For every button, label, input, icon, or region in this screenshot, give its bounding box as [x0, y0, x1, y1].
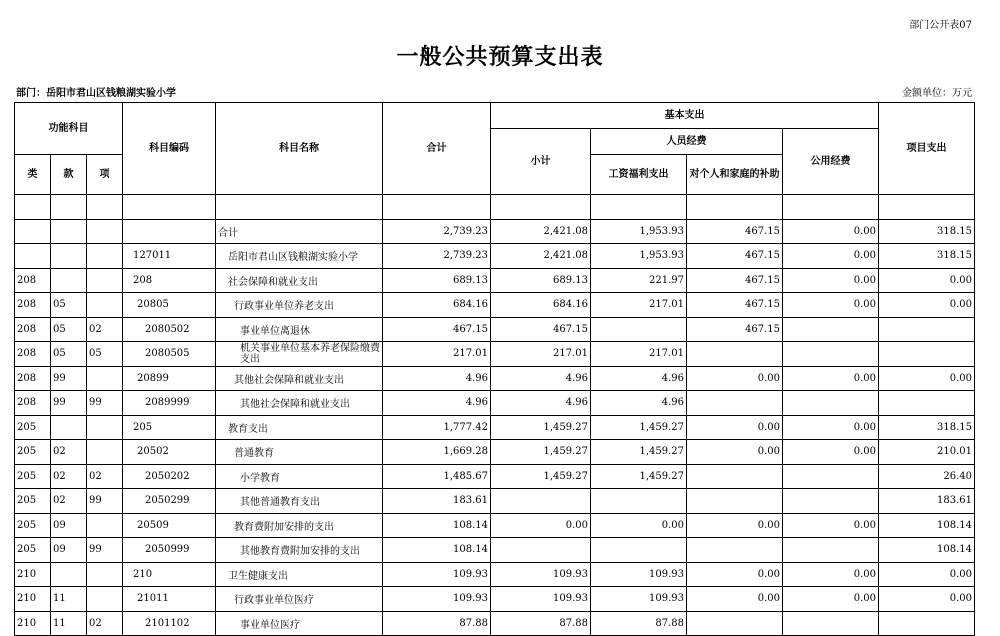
- cell-lei: 205: [15, 489, 51, 514]
- cell-name: 合计: [216, 219, 383, 244]
- cell-lei: 210: [15, 587, 51, 612]
- cell-public: [783, 464, 879, 489]
- form-id: 部门公开表07: [909, 20, 972, 31]
- cell-kuan: 09: [51, 538, 87, 563]
- cell-code: 20502: [123, 440, 216, 465]
- cell-xiang: [87, 513, 123, 538]
- cell-wage: 1,953.93: [591, 244, 687, 269]
- table-row: [15, 317, 975, 342]
- header-code: 科目编码: [123, 103, 216, 195]
- cell-total: 2,739.23: [383, 244, 491, 269]
- cell-public: [783, 538, 879, 563]
- cell-wage: 4.96: [591, 366, 687, 391]
- cell-subsidy: [687, 342, 783, 367]
- cell-total: 1,669.28: [383, 440, 491, 465]
- cell-wage: 87.88: [591, 611, 687, 636]
- cell-lei: 210: [15, 562, 51, 587]
- cell-subsidy: 467.15: [687, 219, 783, 244]
- cell-name: 普通教育: [216, 440, 383, 465]
- cell-public: 0.00: [783, 440, 879, 465]
- cell-project: [879, 317, 975, 342]
- cell-code: 21011: [123, 587, 216, 612]
- cell-kuan: 02: [51, 489, 87, 514]
- cell-total: 1,485.67: [383, 464, 491, 489]
- header-public-expenses: 公用经费: [783, 129, 879, 195]
- cell-xiang: 02: [87, 464, 123, 489]
- cell-xiang: [87, 244, 123, 269]
- cell-total: 2,739.23: [383, 219, 491, 244]
- cell-wage: 4.96: [591, 391, 687, 416]
- cell-wage: 1,459.27: [591, 464, 687, 489]
- cell-total: 4.96: [383, 366, 491, 391]
- header-individual-subsidy: 对个人和家庭的补助: [687, 155, 783, 195]
- table-row: [15, 562, 975, 587]
- header-project-expenditure: 项目支出: [879, 103, 975, 195]
- department-label: 部门：岳阳市君山区钱粮湖实验小学: [16, 88, 176, 99]
- cell-subtotal: 1,459.27: [491, 415, 591, 440]
- cell-project: 0.00: [879, 293, 975, 318]
- cell-project: 26.40: [879, 464, 975, 489]
- cell-xiang: 02: [87, 611, 123, 636]
- table-row: [15, 342, 975, 367]
- cell-public: 0.00: [783, 587, 879, 612]
- cell-xiang: 05: [87, 342, 123, 367]
- cell-wage: 109.93: [591, 587, 687, 612]
- cell-project: 0.00: [879, 366, 975, 391]
- cell-public: 0.00: [783, 268, 879, 293]
- cell-lei: 205: [15, 464, 51, 489]
- cell-total: 108.14: [383, 513, 491, 538]
- cell-subsidy: 467.15: [687, 293, 783, 318]
- cell-name: 机关事业单位基本养老保险缴费支出: [216, 342, 383, 367]
- cell-wage: 109.93: [591, 562, 687, 587]
- cell-total: 108.14: [383, 538, 491, 563]
- cell-xiang: [87, 415, 123, 440]
- header-kuan: 款: [51, 155, 87, 195]
- cell-lei: 205: [15, 415, 51, 440]
- header-name: 科目名称: [216, 103, 383, 195]
- cell-project: 0.00: [879, 562, 975, 587]
- table-row: [15, 219, 975, 244]
- cell-name: 行政事业单位养老支出: [216, 293, 383, 318]
- cell-subsidy: [687, 611, 783, 636]
- cell-project: 183.61: [879, 489, 975, 514]
- cell-name: 其他社会保障和就业支出: [216, 366, 383, 391]
- cell-lei: 205: [15, 538, 51, 563]
- table-body: [15, 219, 975, 636]
- cell-subsidy: 0.00: [687, 513, 783, 538]
- cell-total: 87.88: [383, 611, 491, 636]
- cell-code: 2050999: [123, 538, 216, 563]
- cell-public: [783, 489, 879, 514]
- table-row: [15, 366, 975, 391]
- header-subtotal: 小计: [491, 129, 591, 195]
- cell-subtotal: 467.15: [491, 317, 591, 342]
- cell-lei: 210: [15, 611, 51, 636]
- cell-subtotal: 0.00: [491, 513, 591, 538]
- cell-kuan: 09: [51, 513, 87, 538]
- cell-xiang: [87, 268, 123, 293]
- cell-kuan: 05: [51, 317, 87, 342]
- cell-project: 108.14: [879, 538, 975, 563]
- table-row: [15, 489, 975, 514]
- cell-total: 1,777.42: [383, 415, 491, 440]
- page-title: 一般公共预算支出表: [396, 44, 604, 70]
- cell-total: 109.93: [383, 587, 491, 612]
- cell-subtotal: 4.96: [491, 366, 591, 391]
- cell-code: 2050202: [123, 464, 216, 489]
- cell-subtotal: 2,421.08: [491, 244, 591, 269]
- cell-lei: 208: [15, 391, 51, 416]
- cell-wage: 1,459.27: [591, 415, 687, 440]
- cell-subsidy: [687, 464, 783, 489]
- cell-kuan: 05: [51, 293, 87, 318]
- cell-kuan: 11: [51, 611, 87, 636]
- cell-code: 2080502: [123, 317, 216, 342]
- cell-kuan: [51, 415, 87, 440]
- cell-public: 0.00: [783, 562, 879, 587]
- cell-xiang: 02: [87, 317, 123, 342]
- cell-project: [879, 342, 975, 367]
- cell-xiang: [87, 293, 123, 318]
- table-row: [15, 538, 975, 563]
- cell-subtotal: 689.13: [491, 268, 591, 293]
- cell-public: [783, 317, 879, 342]
- table-row: [15, 464, 975, 489]
- cell-subtotal: 2,421.08: [491, 219, 591, 244]
- header-personnel-expenses: 人员经费: [591, 129, 783, 155]
- cell-subsidy: 467.15: [687, 317, 783, 342]
- cell-subtotal: 684.16: [491, 293, 591, 318]
- cell-public: [783, 391, 879, 416]
- cell-kuan: 11: [51, 587, 87, 612]
- cell-lei: 205: [15, 513, 51, 538]
- cell-public: 0.00: [783, 366, 879, 391]
- cell-subtotal: [491, 489, 591, 514]
- cell-project: 0.00: [879, 587, 975, 612]
- table-row: [15, 611, 975, 636]
- table-row: [15, 268, 975, 293]
- cell-code: 2080505: [123, 342, 216, 367]
- cell-project: [879, 391, 975, 416]
- table-row: [15, 440, 975, 465]
- cell-kuan: [51, 562, 87, 587]
- cell-xiang: 99: [87, 489, 123, 514]
- table-row: [15, 293, 975, 318]
- cell-subsidy: 0.00: [687, 366, 783, 391]
- cell-public: 0.00: [783, 293, 879, 318]
- cell-name: 行政事业单位医疗: [216, 587, 383, 612]
- cell-name: 卫生健康支出: [216, 562, 383, 587]
- cell-subsidy: 0.00: [687, 440, 783, 465]
- cell-subtotal: 217.01: [491, 342, 591, 367]
- cell-xiang: [87, 587, 123, 612]
- cell-total: 109.93: [383, 562, 491, 587]
- cell-kuan: [51, 219, 87, 244]
- cell-code: [123, 219, 216, 244]
- cell-code: 210: [123, 562, 216, 587]
- cell-public: [783, 611, 879, 636]
- cell-wage: 1,459.27: [591, 440, 687, 465]
- cell-name: 其他普通教育支出: [216, 489, 383, 514]
- table-row: [15, 244, 975, 269]
- cell-code: 205: [123, 415, 216, 440]
- cell-xiang: 99: [87, 538, 123, 563]
- table-row: [15, 587, 975, 612]
- cell-project: 0.00: [879, 268, 975, 293]
- cell-lei: 205: [15, 440, 51, 465]
- cell-lei: 208: [15, 317, 51, 342]
- cell-xiang: [87, 562, 123, 587]
- cell-project: 318.15: [879, 244, 975, 269]
- header-functional-subject: 功能科目: [15, 103, 123, 155]
- cell-total: 689.13: [383, 268, 491, 293]
- header-xiang: 项: [87, 155, 123, 195]
- header-total: 合计: [383, 103, 491, 195]
- cell-name: 小学教育: [216, 464, 383, 489]
- cell-total: 4.96: [383, 391, 491, 416]
- cell-project: 318.15: [879, 219, 975, 244]
- cell-lei: 208: [15, 268, 51, 293]
- cell-wage: 221.97: [591, 268, 687, 293]
- cell-lei: 208: [15, 366, 51, 391]
- cell-kuan: 02: [51, 440, 87, 465]
- cell-code: 208: [123, 268, 216, 293]
- cell-subtotal: [491, 538, 591, 563]
- cell-subsidy: 467.15: [687, 268, 783, 293]
- cell-public: 0.00: [783, 219, 879, 244]
- cell-project: [879, 611, 975, 636]
- table-row: [15, 513, 975, 538]
- cell-subsidy: [687, 489, 783, 514]
- cell-kuan: 99: [51, 391, 87, 416]
- cell-xiang: 99: [87, 391, 123, 416]
- cell-subsidy: 467.15: [687, 244, 783, 269]
- cell-lei: [15, 244, 51, 269]
- cell-subsidy: 0.00: [687, 415, 783, 440]
- cell-subsidy: [687, 538, 783, 563]
- cell-subtotal: 1,459.27: [491, 440, 591, 465]
- table-row: [15, 391, 975, 416]
- cell-name: 其他教育费附加安排的支出: [216, 538, 383, 563]
- cell-kuan: [51, 268, 87, 293]
- cell-lei: 208: [15, 342, 51, 367]
- cell-public: 0.00: [783, 244, 879, 269]
- cell-xiang: [87, 219, 123, 244]
- amount-unit-label: 金额单位：万元: [902, 88, 972, 99]
- cell-public: 0.00: [783, 415, 879, 440]
- cell-code: 2050299: [123, 489, 216, 514]
- cell-name: 事业单位医疗: [216, 611, 383, 636]
- table-row: [15, 415, 975, 440]
- cell-total: 467.15: [383, 317, 491, 342]
- cell-project: 318.15: [879, 415, 975, 440]
- cell-subsidy: 0.00: [687, 562, 783, 587]
- cell-name: 岳阳市君山区钱粮湖实验小学: [216, 244, 383, 269]
- cell-kuan: 02: [51, 464, 87, 489]
- cell-public: 0.00: [783, 513, 879, 538]
- cell-wage: [591, 489, 687, 514]
- cell-name: 社会保障和就业支出: [216, 268, 383, 293]
- cell-lei: [15, 219, 51, 244]
- cell-name: 教育支出: [216, 415, 383, 440]
- cell-subtotal: 4.96: [491, 391, 591, 416]
- cell-subtotal: 109.93: [491, 562, 591, 587]
- cell-lei: 208: [15, 293, 51, 318]
- cell-total: 183.61: [383, 489, 491, 514]
- cell-name: 事业单位离退休: [216, 317, 383, 342]
- cell-code: 20509: [123, 513, 216, 538]
- cell-project: 210.01: [879, 440, 975, 465]
- cell-kuan: 99: [51, 366, 87, 391]
- header-basic-expenditure: 基本支出: [491, 103, 879, 129]
- cell-name: 其他社会保障和就业支出: [216, 391, 383, 416]
- cell-subsidy: 0.00: [687, 587, 783, 612]
- cell-kuan: 05: [51, 342, 87, 367]
- cell-wage: 217.01: [591, 293, 687, 318]
- cell-subtotal: 109.93: [491, 587, 591, 612]
- cell-wage: 0.00: [591, 513, 687, 538]
- cell-total: 684.16: [383, 293, 491, 318]
- cell-wage: 217.01: [591, 342, 687, 367]
- cell-subsidy: [687, 391, 783, 416]
- cell-xiang: [87, 366, 123, 391]
- cell-project: 108.14: [879, 513, 975, 538]
- cell-wage: 1,953.93: [591, 219, 687, 244]
- cell-code: 20805: [123, 293, 216, 318]
- cell-code: 2101102: [123, 611, 216, 636]
- cell-wage: [591, 538, 687, 563]
- cell-code: 127011: [123, 244, 216, 269]
- cell-xiang: [87, 440, 123, 465]
- cell-subtotal: 1,459.27: [491, 464, 591, 489]
- header-lei: 类: [15, 155, 51, 195]
- header-wage-welfare: 工资福利支出: [591, 155, 687, 195]
- cell-code: 2089999: [123, 391, 216, 416]
- budget-expenditure-table: [14, 102, 975, 636]
- cell-code: 20899: [123, 366, 216, 391]
- cell-kuan: [51, 244, 87, 269]
- cell-total: 217.01: [383, 342, 491, 367]
- cell-name: 教育费附加安排的支出: [216, 513, 383, 538]
- cell-public: [783, 342, 879, 367]
- cell-wage: [591, 317, 687, 342]
- cell-subtotal: 87.88: [491, 611, 591, 636]
